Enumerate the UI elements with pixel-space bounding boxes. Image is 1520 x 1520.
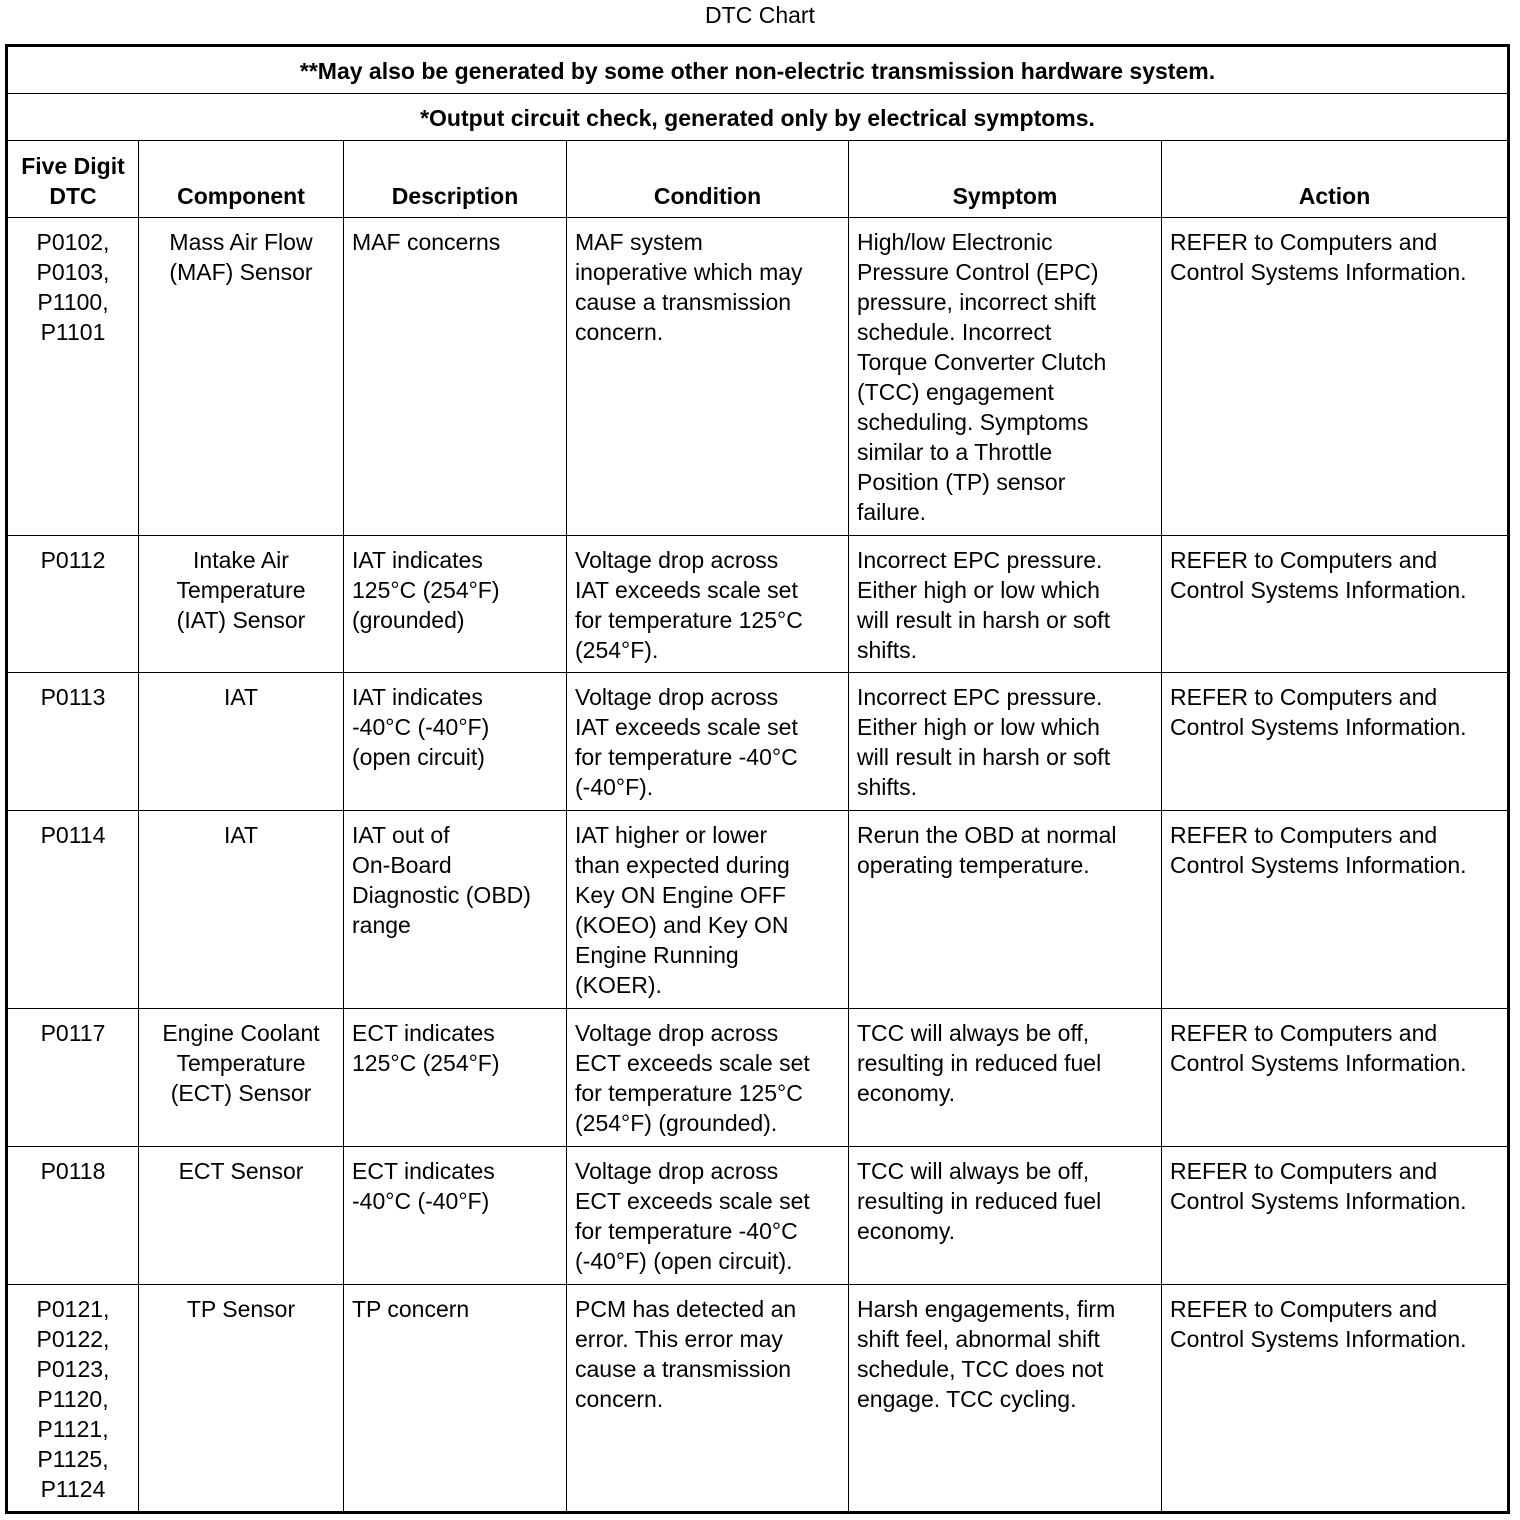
table-row (7, 218, 1509, 536)
cell-description: IAT indicates -40°C (-40°F) (open circuit) (344, 673, 567, 811)
cell-condition: PCM has detected an error. This error may cause a transmission concern. (567, 1285, 849, 1513)
cell-symptom: TCC will always be off, resulting in reduced fuel economy. (849, 1147, 1162, 1285)
cell-dtc-code: P0114 (7, 811, 139, 1009)
column-header-dtc: Five Digit DTC (7, 141, 139, 218)
cell-dtc-code: P0121, P0122, P0123, P1120, P1121, P1125, P1124 (7, 1285, 139, 1513)
column-header-symptom: Symptom (849, 141, 1162, 218)
column-header-condition: Condition (567, 141, 849, 218)
cell-symptom: Incorrect EPC pressure. Either high or low which will result in harsh or soft shifts. (849, 536, 1162, 673)
cell-symptom: High/low Electronic Pressure Control (EPC) pressure, incorrect shift schedule. Incorrect Torque Converter Clutch (TCC) engagement scheduling. Symptoms similar to a Throttle Position (TP) sensor failure. (849, 218, 1162, 536)
cell-action: REFER to Computers and Control Systems Information. (1162, 536, 1509, 673)
cell-component: Mass Air Flow (MAF) Sensor (139, 218, 344, 536)
note-row (7, 46, 1509, 94)
cell-dtc-code: P0102, P0103, P1100, P1101 (7, 218, 139, 536)
cell-symptom: TCC will always be off, resulting in reduced fuel economy. (849, 1009, 1162, 1147)
cell-dtc-code: P0118 (7, 1147, 139, 1285)
cell-action: REFER to Computers and Control Systems Information. (1162, 811, 1509, 1009)
cell-dtc-code: P0113 (7, 673, 139, 811)
cell-symptom: Rerun the OBD at normal operating temperature. (849, 811, 1162, 1009)
cell-description: ECT indicates 125°C (254°F) (344, 1009, 567, 1147)
cell-component: TP Sensor (139, 1285, 344, 1513)
cell-component: IAT (139, 673, 344, 811)
cell-condition: Voltage drop across ECT exceeds scale set for temperature 125°C (254°F) (grounded). (567, 1009, 849, 1147)
table-row (7, 1147, 1509, 1285)
dtc-table-body (7, 46, 1509, 1513)
cell-condition: Voltage drop across IAT exceeds scale set for temperature -40°C (-40°F). (567, 673, 849, 811)
cell-action: REFER to Computers and Control Systems Information. (1162, 1285, 1509, 1513)
table-row (7, 1009, 1509, 1147)
cell-symptom: Harsh engagements, firm shift feel, abnormal shift schedule, TCC does not engage. TCC cycling. (849, 1285, 1162, 1513)
dtc-table (5, 44, 1510, 1514)
cell-action: REFER to Computers and Control Systems Information. (1162, 673, 1509, 811)
cell-action: REFER to Computers and Control Systems Information. (1162, 1009, 1509, 1147)
cell-condition: MAF system inoperative which may cause a transmission concern. (567, 218, 849, 536)
cell-condition: Voltage drop across IAT exceeds scale set for temperature 125°C (254°F). (567, 536, 849, 673)
table-row (7, 536, 1509, 673)
cell-action: REFER to Computers and Control Systems Information. (1162, 218, 1509, 536)
header-row (7, 141, 1509, 218)
cell-condition: Voltage drop across ECT exceeds scale set for temperature -40°C (-40°F) (open circuit). (567, 1147, 849, 1285)
cell-condition: IAT higher or lower than expected during Key ON Engine OFF (KOEO) and Key ON Engine Running (KOER). (567, 811, 849, 1009)
page-title: DTC Chart (705, 2, 815, 28)
cell-description: ECT indicates -40°C (-40°F) (344, 1147, 567, 1285)
table-row (7, 811, 1509, 1009)
cell-description: TP concern (344, 1285, 567, 1513)
cell-dtc-code: P0112 (7, 536, 139, 673)
cell-component: ECT Sensor (139, 1147, 344, 1285)
cell-component: IAT (139, 811, 344, 1009)
cell-description: IAT indicates 125°C (254°F) (grounded) (344, 536, 567, 673)
column-header-description: Description (344, 141, 567, 218)
cell-component: Intake Air Temperature (IAT) Sensor (139, 536, 344, 673)
cell-description: MAF concerns (344, 218, 567, 536)
table-row (7, 673, 1509, 811)
note-output-circuit: *Output circuit check, generated only by electrical symptoms. (7, 94, 1509, 141)
note-row (7, 94, 1509, 141)
cell-dtc-code: P0117 (7, 1009, 139, 1147)
cell-symptom: Incorrect EPC pressure. Either high or low which will result in harsh or soft shifts. (849, 673, 1162, 811)
cell-component: Engine Coolant Temperature (ECT) Sensor (139, 1009, 344, 1147)
cell-description: IAT out of On-Board Diagnostic (OBD) range (344, 811, 567, 1009)
note-other-hardware: **May also be generated by some other non-electric transmission hardware system. (7, 46, 1509, 94)
column-header-action: Action (1162, 141, 1509, 218)
column-header-component: Component (139, 141, 344, 218)
table-row (7, 1285, 1509, 1513)
cell-action: REFER to Computers and Control Systems Information. (1162, 1147, 1509, 1285)
